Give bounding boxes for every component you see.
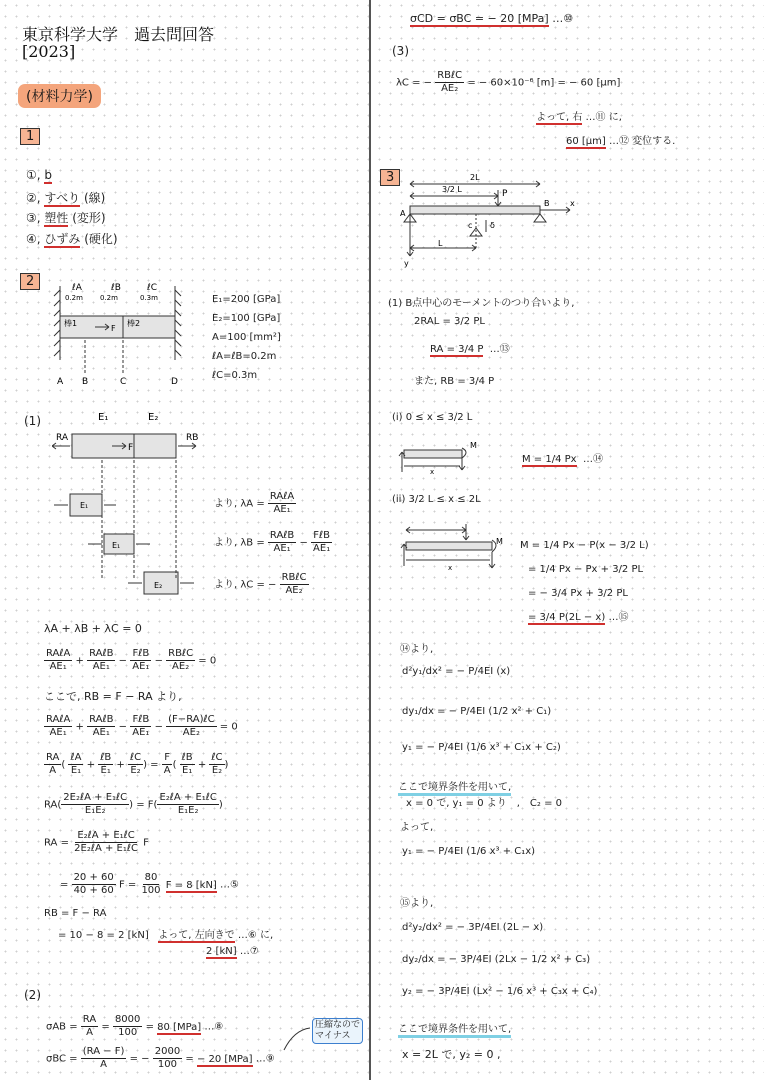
question-3-number: 3 xyxy=(380,166,400,186)
lambda-c-numeric: λC = − $\frac{\text{RBℓC}}{\text{AE₂}}$ = − 60×10⁻⁶ [m] = − 60 [μm] xyxy=(396,70,621,94)
q1-answer-4: ④, ひずみ (硬化) xyxy=(26,232,118,246)
section-2-diagram xyxy=(392,516,512,574)
svg-text:M: M xyxy=(470,441,477,450)
compat-equation: $\frac{\text{RAℓA}}{\text{AE₁}}$ + $\frac{\text{RAℓB}}{\text{AE₁}}$ − $\frac{\text{FℓB}}{\text{AE₁}}$ − $\frac{\text{RBℓC}}{\text{AE₂}}$ = 0 xyxy=(46,648,217,672)
exam-year: [2023] xyxy=(22,42,76,61)
svg-text:0.2m: 0.2m xyxy=(100,294,118,302)
beam-figure xyxy=(398,170,578,268)
svg-text:3/2 L: 3/2 L xyxy=(442,185,462,194)
factored-equation: $\frac{RA}{A}$ ( $\frac{\text{ℓA}}{\text{E₁}}$ + $\frac{\text{ℓB}}{\text{E₁}}$ + $\frac{\text{ℓC}}{\text{E₂}}$ ) = $\frac{F}{A}$ ( $\frac{\text{ℓB}}{\text{E₁}}$ + $\frac{\text{ℓC}}{\text{E₂}}$ ) xyxy=(46,752,229,776)
moment-1: M = 1/4 Px …⑭ xyxy=(522,454,603,465)
svg-text:c: c xyxy=(468,221,473,230)
substitution-note: ここで, RB = F − RA より, xyxy=(44,690,182,703)
svg-text:δ: δ xyxy=(490,221,495,230)
therefore-label: よって, xyxy=(400,822,434,833)
svg-text:ℓA: ℓA xyxy=(72,283,82,293)
displacement-direction: よって, 右 …⑪ に, xyxy=(536,112,622,123)
svg-text:y: y xyxy=(404,259,409,268)
svg-text:棒1: 棒1 xyxy=(64,319,78,328)
boundary-note-2: ここで境界条件を用いて, xyxy=(398,1020,511,1035)
dy1-eq: dy₁/dx = − P/4EI (1/2 x² + C₁) xyxy=(402,706,552,717)
free-body-diagrams xyxy=(52,408,212,598)
moment-balance: 2RAL = 3/2 PL xyxy=(414,316,485,327)
lambda-b-eq: より, λB = $\frac{\text{RAℓB}}{\text{AE₁}}$ − $\frac{\text{FℓB}}{\text{AE₁}}$ xyxy=(214,530,331,554)
ra-formula: RA = $\frac{\text{E₂ℓA + E₁ℓC}}{\text{2E₂ℓA + E₁ℓC}}$ F xyxy=(44,830,149,854)
lambda-a-eq: より, λA = $\frac{\text{RAℓA}}{\text{AE₁}}$ xyxy=(214,491,295,515)
combined-equation: RA( $\frac{\text{2E₂ℓA + E₁ℓC}}{\text{E₁E₂}}$ ) = F( $\frac{\text{E₂ℓA + E₁ℓC}}{\text{E₁E₂}}$ ) xyxy=(44,792,223,816)
svg-text:A: A xyxy=(400,209,406,218)
svg-text:E₁: E₁ xyxy=(80,501,89,510)
svg-text:F: F xyxy=(111,324,116,333)
boundary-note-1: ここで境界条件を用いて, xyxy=(398,778,511,793)
sum-equation: λA + λB + λC = 0 xyxy=(44,622,142,635)
svg-text:RA: RA xyxy=(56,433,69,443)
svg-text:D: D xyxy=(171,377,178,387)
sigma-ab-eq: σAB = $\frac{RA}{A}$ = $\frac{8000}{100}$ = 80 [MPa] …⑧ xyxy=(46,1014,224,1038)
svg-text:A: A xyxy=(57,377,64,387)
svg-text:M: M xyxy=(496,537,503,546)
d2y1-eq: d²y₁/dx² = − P/4EI (x) xyxy=(402,666,511,677)
section-1-diagram xyxy=(392,436,482,476)
reaction-a: RA = 3/4 P …⑬ xyxy=(430,344,510,355)
part-1-label: (1) xyxy=(24,414,41,428)
dy2-eq: dy₂/dx = − 3P/4EI (2Lx − 1/2 x² + C₃) xyxy=(402,954,591,965)
svg-text:ℓB: ℓB xyxy=(111,283,121,293)
d2y2-eq: d²y₂/dx² = − 3P/4EI (2L − x) xyxy=(402,922,544,933)
sigma-bc-eq: σBC = $\frac{(RA - F)}{A}$ = − $\frac{2000}{100}$ = − 20 [MPa] …⑨ xyxy=(46,1046,275,1070)
svg-text:E₂: E₂ xyxy=(154,581,163,590)
rb-formula: RB = F − RA xyxy=(44,908,107,919)
svg-text:B: B xyxy=(82,377,89,387)
column-divider xyxy=(369,0,371,1080)
moment-2-derivation: M = 1/4 Px − P(x − 3/2 L) = 1/4 Px − Px + 3/2 PL = − 3/4 Px + 3/2 PL = 3/4 P(2L − x) …⑮ xyxy=(520,540,649,623)
svg-text:x: x xyxy=(430,468,435,476)
svg-text:L: L xyxy=(438,239,443,248)
range-1: (i) 0 ≤ x ≤ 3/2 L xyxy=(392,412,473,423)
substituted-equation: $\frac{\text{RAℓA}}{\text{AE₁}}$ + $\frac{\text{RAℓB}}{\text{AE₁}}$ − $\frac{\text{FℓB}}{\text{AE₁}}$ − $\frac{\text{(F−RA)ℓC}}{\text{AE₂}}$ = 0 xyxy=(46,714,238,738)
svg-text:F: F xyxy=(128,443,134,453)
range-2: (ii) 3/2 L ≤ x ≤ 2L xyxy=(392,494,481,505)
displacement-value: 60 [μm] …⑫ 変位する. xyxy=(566,136,676,147)
svg-text:B: B xyxy=(544,199,550,208)
svg-text:2L: 2L xyxy=(470,173,480,182)
ra-numeric: = $\frac{20 + 60}{40 + 60}$ F = $\frac{80}{100}$ F = 8 [kN] …⑤ xyxy=(60,872,239,896)
reaction-b: また, RB = 3/4 P xyxy=(414,376,495,387)
q1-answer-3: ③, 塑性 (変形) xyxy=(26,211,106,225)
svg-text:棒2: 棒2 xyxy=(127,319,141,328)
svg-text:x: x xyxy=(448,564,453,572)
svg-text:0.2m: 0.2m xyxy=(65,294,83,302)
svg-text:0.3m: 0.3m xyxy=(140,294,158,302)
y1-eq: y₁ = − P/4EI (1/6 x³ + C₁x + C₂) xyxy=(402,742,561,753)
from-eq-14: ⑭より, xyxy=(400,644,434,655)
q1-answer-1: ①, b xyxy=(26,168,53,182)
from-eq-15: ⑮より, xyxy=(400,898,434,909)
section-tag: (材料力学) xyxy=(18,84,101,108)
boundary-condition-2: x = 2L で, y₂ = 0 , xyxy=(402,1048,501,1061)
annotation-arrow xyxy=(282,1024,312,1052)
given-values: E₁=200 [GPa] E₂=100 [GPa] A=100 [mm²] ℓA=ℓB=0.2m ℓC=0.3m xyxy=(212,294,281,381)
svg-text:RB: RB xyxy=(186,433,199,443)
part-2-label: (2) xyxy=(24,988,41,1002)
svg-text:P: P xyxy=(502,189,508,199)
question-2-number: 2 xyxy=(20,270,40,290)
question-1-number: 1 xyxy=(20,125,40,145)
page-title: 東京科学大学 過去問回答 xyxy=(22,25,215,44)
sigma-cd-eq: σCD = σBC = − 20 [MPa] …⑩ xyxy=(410,12,574,25)
svg-text:x: x xyxy=(570,199,575,208)
svg-text:ℓC: ℓC xyxy=(147,283,158,293)
svg-text:E₂: E₂ xyxy=(148,412,159,423)
bar-system-figure xyxy=(45,278,195,390)
part-3-label: (3) xyxy=(392,44,409,58)
compression-note: 圧縮なので マイナス xyxy=(312,1018,363,1044)
lambda-c-eq: より, λC = − $\frac{\text{RBℓC}}{\text{AE₂}}$ xyxy=(214,572,307,596)
svg-text:E₁: E₁ xyxy=(112,541,121,550)
svg-text:C: C xyxy=(120,377,127,387)
y2-eq: y₂ = − 3P/4EI (Lx² − 1/6 x³ + C₃x + C₄) xyxy=(402,986,598,997)
svg-text:E₁: E₁ xyxy=(98,412,109,423)
rb-numeric: = 10 − 8 = 2 [kN] よって, 左向きで …⑥ に, xyxy=(58,930,274,941)
boundary-condition-1: x = 0 で, y₁ = 0 より , C₂ = 0 xyxy=(406,798,563,809)
step-1-title: (1) B点中心のモーメントのつり合いより, xyxy=(388,298,575,309)
q1-answer-2: ②, すべり (線) xyxy=(26,191,106,205)
rb-answer: 2 [kN] …⑦ xyxy=(206,946,259,957)
y1-simplified: y₁ = − P/4EI (1/6 x³ + C₁x) xyxy=(402,846,536,857)
